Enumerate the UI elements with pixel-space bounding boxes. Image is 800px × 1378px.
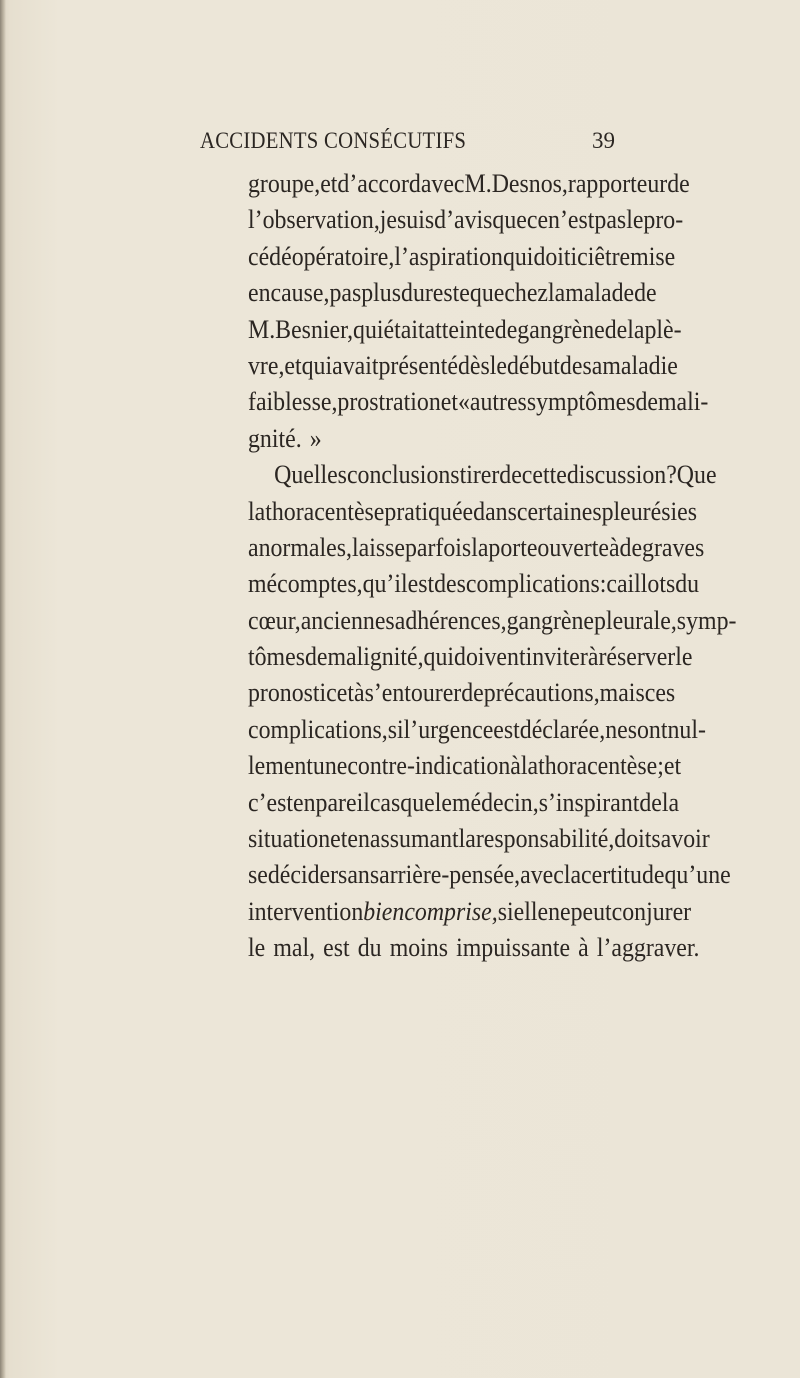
- word: Besnier,: [275, 313, 354, 344]
- word: doit: [614, 823, 652, 854]
- word: dès: [457, 349, 490, 380]
- word: être: [594, 240, 631, 271]
- word: de: [559, 349, 583, 380]
- word: :: [599, 568, 607, 599]
- word: doit: [533, 240, 571, 271]
- text-line: [248, 165, 690, 201]
- word: du: [357, 932, 382, 963]
- text-line: [248, 529, 705, 565]
- word: pareil: [315, 786, 370, 817]
- word: que: [469, 277, 505, 308]
- word: à: [587, 641, 599, 672]
- word: caillots: [606, 568, 676, 599]
- word: gangrène: [517, 313, 605, 344]
- word: mais: [599, 677, 645, 708]
- word: prostration: [337, 386, 441, 417]
- binding-edge: [0, 0, 6, 1378]
- text-line: [248, 711, 706, 747]
- word: pleurésies: [601, 495, 697, 526]
- word: groupe,: [248, 168, 321, 198]
- word: adhérences,: [394, 604, 507, 635]
- word: cette: [521, 459, 567, 490]
- word: cas: [369, 786, 401, 817]
- text-line: [248, 638, 693, 674]
- word: sans: [338, 859, 380, 890]
- word: de: [461, 677, 484, 708]
- word: ouverte: [537, 531, 609, 562]
- word: certaines: [516, 495, 602, 526]
- word: et: [663, 750, 682, 781]
- word: et: [440, 386, 458, 417]
- running-title: ACCIDENTS CONSÉCUTIFS: [200, 128, 467, 153]
- text-line: [248, 238, 676, 274]
- body-text: [248, 165, 737, 966]
- word: assumant: [369, 823, 459, 854]
- word: de: [634, 277, 657, 308]
- word: cœur,: [248, 604, 301, 635]
- word: conclusions: [346, 459, 460, 490]
- word: sont: [627, 713, 668, 744]
- word: autres: [469, 386, 527, 417]
- word: la: [563, 859, 582, 890]
- word: que: [400, 786, 435, 817]
- word: opératoire,: [291, 240, 395, 271]
- word: à: [578, 932, 589, 963]
- word: mal,: [273, 932, 316, 963]
- word: ne: [605, 713, 628, 744]
- word: est: [407, 568, 435, 599]
- word: conjurer: [611, 895, 692, 926]
- word: et: [284, 349, 302, 380]
- word: le: [489, 349, 507, 380]
- word: de: [635, 386, 659, 417]
- word: »: [309, 422, 322, 453]
- word: nul-: [667, 713, 706, 744]
- word: la: [248, 495, 266, 526]
- word: d’avis: [434, 204, 493, 235]
- word: moins: [389, 932, 449, 963]
- word: ici: [570, 240, 595, 271]
- word: ne: [548, 895, 571, 926]
- word: si: [497, 895, 514, 926]
- word: une: [312, 750, 348, 781]
- word: début: [506, 349, 560, 380]
- word: certitude: [581, 859, 665, 890]
- word: de: [619, 531, 643, 562]
- word: graves: [642, 531, 705, 562]
- word: qui: [353, 313, 384, 344]
- word: complications: [465, 568, 600, 599]
- word: rapporteur: [567, 168, 668, 198]
- word: des: [434, 568, 466, 599]
- word: faiblesse,: [248, 386, 338, 417]
- word: vre,: [248, 349, 285, 380]
- word: et: [336, 677, 354, 708]
- word: Que: [676, 459, 717, 490]
- word: de: [639, 786, 662, 817]
- text-line: [248, 493, 697, 529]
- word: thoracentèse: [265, 495, 385, 526]
- word: gnité.: [248, 422, 302, 453]
- word: laisse: [351, 531, 405, 562]
- word: la: [548, 277, 566, 308]
- word: tômes: [248, 641, 305, 672]
- word: pro-: [643, 204, 684, 235]
- word: du: [675, 568, 700, 599]
- word: qui: [502, 240, 534, 271]
- word: en: [248, 277, 271, 308]
- word: mali-: [658, 386, 709, 417]
- word: dans: [473, 495, 517, 526]
- text-line: [248, 311, 682, 347]
- word: arrière-pensée,: [379, 859, 521, 890]
- word: avait: [332, 349, 379, 380]
- word: la: [471, 531, 489, 562]
- word: mécomptes,: [248, 568, 363, 599]
- word: pas: [594, 204, 627, 235]
- word: maladie: [602, 349, 678, 380]
- text-line: [248, 420, 632, 456]
- word: suis: [397, 204, 435, 235]
- word: responsabilité,: [475, 823, 615, 854]
- word: se: [248, 859, 268, 890]
- word: qui: [301, 349, 333, 380]
- text-line: [248, 820, 710, 856]
- italic-word: comprise,: [404, 895, 498, 926]
- word: intervention: [248, 895, 364, 926]
- word: impuissante: [456, 932, 571, 963]
- word: la: [520, 750, 539, 781]
- word: le: [248, 932, 266, 963]
- word: si: [387, 713, 404, 744]
- word: chez: [504, 277, 549, 308]
- word: du: [401, 277, 425, 308]
- word: malade: [565, 277, 635, 308]
- word: décider: [267, 859, 339, 890]
- word: le: [434, 786, 452, 817]
- word: est: [323, 932, 350, 963]
- word: le: [626, 204, 644, 235]
- word: Desnos,: [491, 168, 568, 198]
- word: s’entourer: [364, 677, 462, 708]
- text-line: [248, 456, 717, 492]
- word: précautions,: [483, 677, 600, 708]
- word: de: [604, 313, 628, 344]
- word: gangrène: [506, 604, 595, 635]
- word: de: [499, 459, 522, 490]
- word: de: [494, 313, 518, 344]
- word: je: [379, 204, 398, 235]
- word: thoracentèse;: [538, 750, 664, 781]
- word: symptômes: [526, 386, 636, 417]
- word: avec: [420, 168, 465, 198]
- word: discussion?: [566, 459, 677, 490]
- word: que: [492, 204, 527, 235]
- word: de: [304, 641, 328, 672]
- word: à: [353, 677, 365, 708]
- word: plus: [361, 277, 402, 308]
- word: contre-indication: [347, 750, 511, 781]
- word: doivent: [454, 641, 526, 672]
- text-line: [248, 747, 682, 783]
- text-line: [248, 383, 709, 419]
- word: médecin,: [451, 786, 539, 817]
- word: avec: [520, 859, 564, 890]
- word: s’inspirant: [538, 786, 640, 817]
- word: pratiquée: [384, 495, 474, 526]
- word: atteinte: [424, 313, 495, 344]
- word: en: [347, 823, 370, 854]
- word: le: [675, 641, 693, 672]
- text-line: [248, 565, 700, 601]
- word: d’accord: [337, 168, 421, 198]
- word: l’observation,: [248, 204, 380, 235]
- word: symp-: [676, 604, 737, 635]
- word: «: [457, 386, 470, 417]
- text-line: [248, 201, 684, 237]
- word: la: [627, 313, 645, 344]
- word: porte: [488, 531, 538, 562]
- word: est: [493, 713, 520, 744]
- word: Quelles: [274, 459, 347, 490]
- text-line: [248, 274, 657, 310]
- word: complications,: [248, 713, 388, 744]
- word: c’est: [248, 786, 294, 817]
- word: de: [667, 168, 690, 198]
- word: plè-: [644, 313, 682, 344]
- word: l’aggraver.: [596, 932, 700, 963]
- word: sa: [582, 349, 603, 380]
- text-line: [248, 674, 676, 710]
- word: anciennes: [300, 604, 395, 635]
- running-head: [200, 128, 615, 160]
- word: inviter: [525, 641, 588, 672]
- word: M.: [248, 313, 276, 344]
- word: et: [320, 168, 338, 198]
- word: lement: [248, 750, 313, 781]
- word: parfois: [404, 531, 472, 562]
- word: situation: [248, 823, 331, 854]
- text-line: [248, 602, 737, 638]
- text-line: [248, 347, 678, 383]
- word: pleurale,: [594, 604, 677, 635]
- word: et: [330, 823, 348, 854]
- word: réserver: [598, 641, 676, 672]
- word: à: [510, 750, 521, 781]
- word: en: [293, 786, 316, 817]
- word: ce: [526, 204, 549, 235]
- italic-word: bien: [363, 895, 405, 926]
- word: l’urgence: [403, 713, 494, 744]
- word: peut: [570, 895, 612, 926]
- text-line: [248, 929, 700, 965]
- word: la: [661, 786, 680, 817]
- word: n’est: [548, 204, 595, 235]
- word: qu’il: [362, 568, 408, 599]
- word: l’aspiration: [394, 240, 503, 271]
- word: cédé: [248, 240, 292, 271]
- word: cause,: [270, 277, 330, 308]
- word: à: [608, 531, 620, 562]
- word: était: [383, 313, 425, 344]
- text-line: [248, 893, 692, 929]
- word: tirer: [459, 459, 500, 490]
- word: la: [458, 823, 476, 854]
- word: ces: [644, 677, 676, 708]
- word: présenté: [378, 349, 458, 380]
- word: qui: [423, 641, 455, 672]
- page-number: 39: [592, 128, 615, 153]
- word: pronostic: [248, 677, 337, 708]
- word: qu’une: [664, 859, 731, 890]
- word: M.: [464, 168, 492, 198]
- word: savoir: [651, 823, 710, 854]
- word: anormales,: [248, 531, 352, 562]
- word: déclarée,: [519, 713, 606, 744]
- word: elle: [513, 895, 549, 926]
- word: pas: [329, 277, 362, 308]
- word: malignité,: [327, 641, 424, 672]
- text-line: [248, 856, 731, 892]
- text-line: [248, 784, 680, 820]
- word: reste: [424, 277, 470, 308]
- word: mise: [630, 240, 676, 271]
